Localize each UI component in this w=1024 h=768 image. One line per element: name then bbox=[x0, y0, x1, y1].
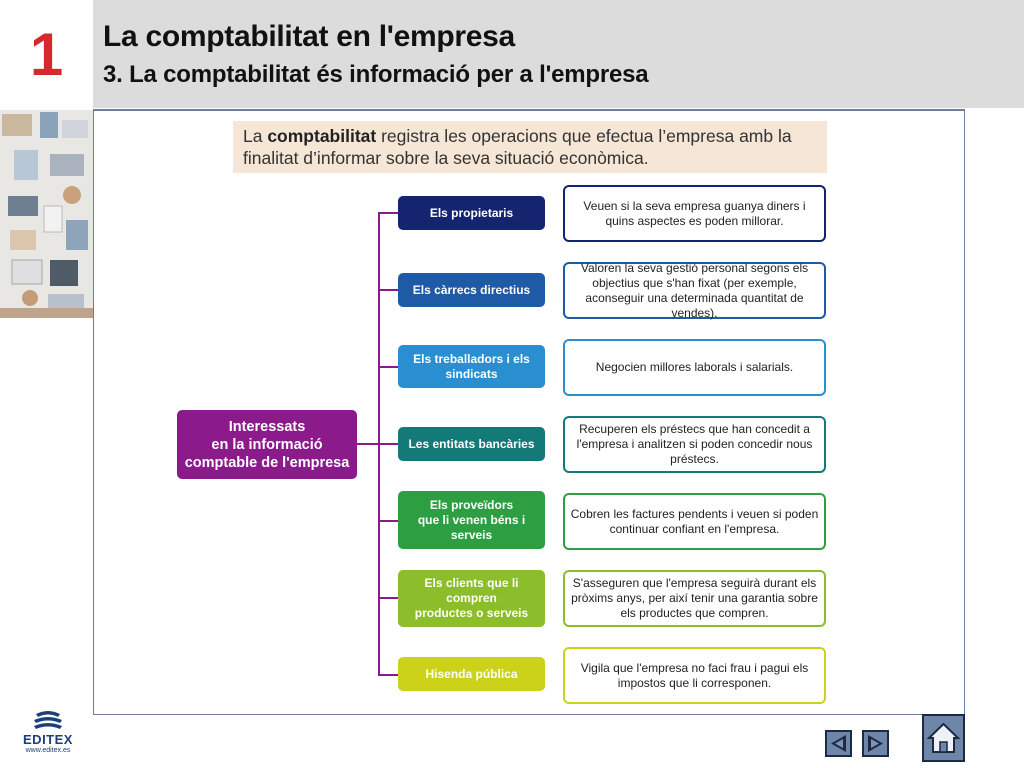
connector-branch bbox=[378, 366, 398, 368]
triangle-right-icon bbox=[864, 732, 887, 755]
triangle-left-icon bbox=[827, 732, 850, 755]
description-box: Cobren les factures pendents i veuen si poden continuar confiant en l'empresa. bbox=[563, 493, 826, 550]
stakeholder-box: Els treballadors i els sindicats bbox=[398, 345, 545, 388]
slide-subtitle: 3. La comptabilitat és informació per a l'empresa bbox=[103, 61, 649, 88]
description-box: Valoren la seva gestió personal segons els objectius que s'han fixat (per exemple, aconseguir una determinada quantitat de vendes). bbox=[563, 262, 826, 319]
central-node: Interessats en la informació comptable de l'empresa bbox=[177, 410, 357, 479]
editex-logo-icon bbox=[18, 710, 78, 732]
intro-text: registra les operacions que efectua l’empresa amb la finalitat d’informar sobre la seva situació econòmica. bbox=[243, 126, 792, 168]
home-button[interactable] bbox=[922, 714, 965, 762]
description-box: S'asseguren que l'empresa seguirà durant els pròxims anys, per així tenir una garantia sobre els productes que compren. bbox=[563, 570, 826, 627]
stakeholder-box: Els propietaris bbox=[398, 196, 545, 230]
connector-branch bbox=[378, 520, 398, 522]
next-slide-button[interactable] bbox=[862, 730, 889, 757]
logo-url: www.editex.es bbox=[25, 747, 71, 754]
logo-text: EDITEX bbox=[23, 732, 73, 747]
connector-center bbox=[357, 443, 379, 445]
previous-slide-button[interactable] bbox=[825, 730, 852, 757]
stakeholder-box: Les entitats bancàries bbox=[398, 427, 545, 461]
description-box: Negocien millores laborals i salarials. bbox=[563, 339, 826, 396]
stakeholder-box: Els proveïdors que li venen béns i serveis bbox=[398, 491, 545, 549]
intro-keyword: comptabilitat bbox=[267, 126, 377, 146]
description-box: Vigila que l'empresa no faci frau i pagui els impostos que li corresponen. bbox=[563, 647, 826, 704]
stakeholder-box: Hisenda pública bbox=[398, 657, 545, 691]
intro-prefix: La bbox=[243, 126, 268, 146]
connector-branch bbox=[378, 597, 398, 599]
slide-title: La comptabilitat en l'empresa bbox=[103, 20, 515, 53]
stakeholder-box: Els càrrecs directius bbox=[398, 273, 545, 307]
home-icon bbox=[924, 716, 963, 760]
connector-branch bbox=[378, 674, 398, 676]
header-band bbox=[93, 0, 1024, 108]
intro-definition bbox=[233, 121, 827, 173]
connector-branch bbox=[378, 212, 398, 214]
stakeholder-box: Els clients que li compren productes o serveis bbox=[398, 570, 545, 627]
chapter-number: 1 bbox=[29, 20, 64, 88]
connector-branch bbox=[378, 443, 398, 445]
office-photo bbox=[0, 110, 93, 318]
description-box: Recuperen els préstecs que han concedit a l'empresa i analitzen si poden concedir nous préstecs. bbox=[563, 416, 826, 473]
description-box: Veuen si la seva empresa guanya diners i quins aspectes es poden millorar. bbox=[563, 185, 826, 242]
connector-branch bbox=[378, 289, 398, 291]
editex-logo bbox=[18, 710, 78, 758]
